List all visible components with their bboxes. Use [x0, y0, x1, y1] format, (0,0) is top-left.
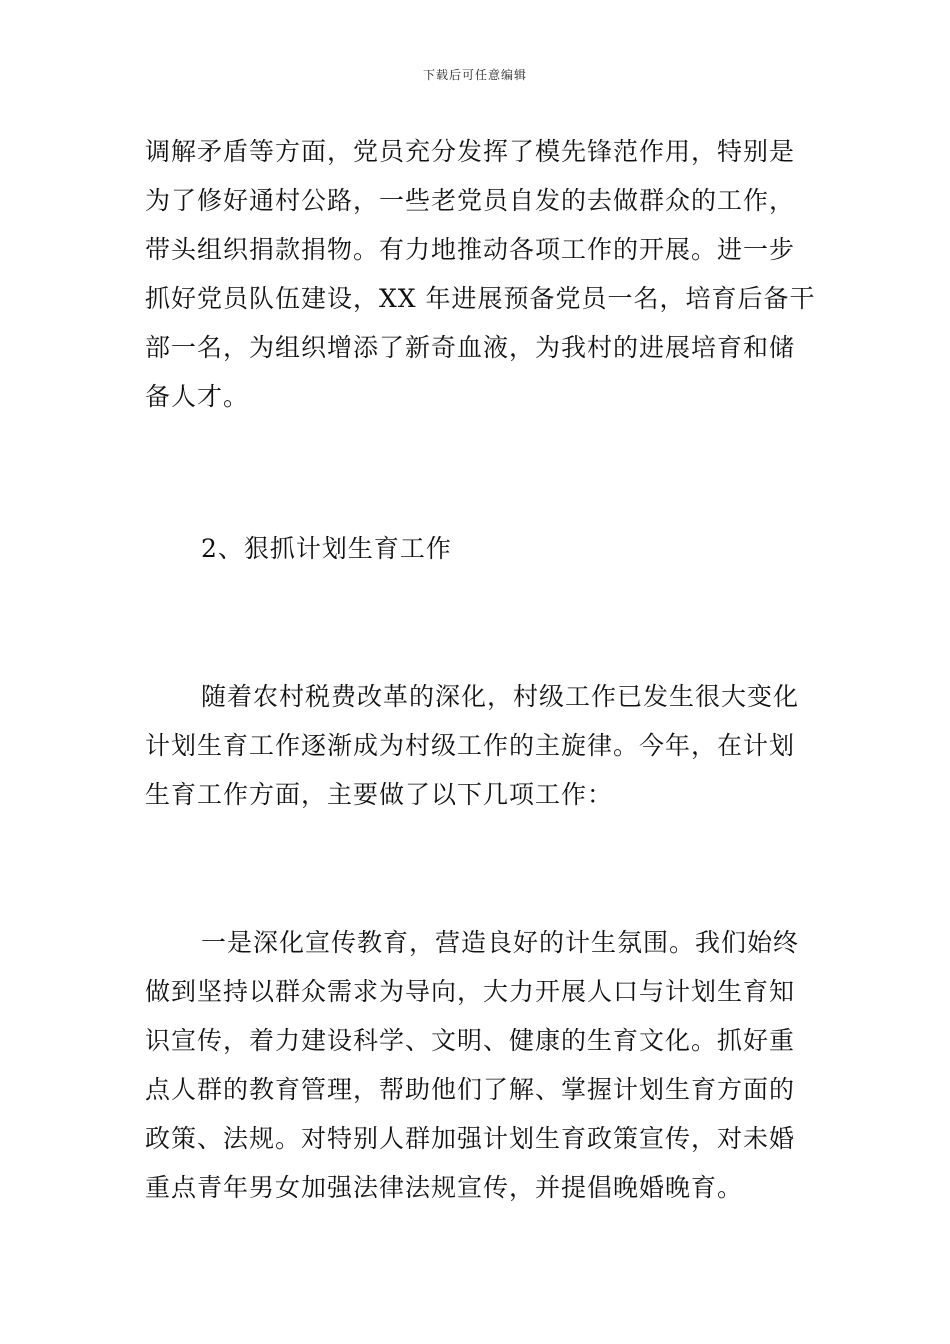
paragraph-line: 部一名，为组织增添了新奇血液，为我村的进展培育和储 — [145, 333, 796, 362]
paragraph-line: 生育工作方面，主要做了以下几项工作： — [145, 780, 614, 809]
paragraph-publicity-education — [145, 918, 815, 1212]
paragraph-line: 做到坚持以群众需求为导向，大力开展人口与计划生育知 — [145, 977, 796, 1006]
paragraph-line: 为了修好通村公路，一些老党员自发的去做群众的工作， — [145, 186, 796, 215]
paragraph-party-members — [145, 127, 815, 421]
paragraph-line: 抓好党员队伍建设，XX 年进展预备党员一名，培育后备干 — [145, 284, 816, 313]
paragraph-line: 计划生育工作逐渐成为村级工作的主旋律。今年，在计划 — [145, 731, 796, 760]
section-heading — [145, 524, 815, 573]
paragraph-line: 随着农村税费改革的深化，村级工作已发生很大变化 — [201, 682, 800, 711]
paragraph-line: 带头组织捐款捐物。有力地推动各项工作的开展。进一步 — [145, 235, 796, 264]
paragraph-line: 重点青年男女加强法律法规宣传，并提倡晚婚晚育。 — [145, 1173, 744, 1202]
paragraph-family-planning-intro — [145, 672, 815, 819]
paragraph-line: 调解矛盾等方面，党员充分发挥了模先锋范作用，特别是 — [145, 137, 796, 166]
page-header-note: 下载后可任意编辑 — [422, 68, 527, 82]
paragraph-line: 识宣传，着力建设科学、文明、健康的生育文化。抓好重 — [145, 1026, 796, 1055]
paragraph-line: 政策、法规。对特别人群加强计划生育政策宣传，对未婚 — [145, 1124, 796, 1153]
section-heading-text: 2、狠抓计划生育工作 — [201, 534, 452, 563]
paragraph-line: 一是深化宣传教育，营造良好的计生氛围。我们始终 — [201, 928, 800, 957]
paragraph-line: 点人群的教育管理，帮助他们了解、掌握计划生育方面的 — [145, 1075, 796, 1104]
paragraph-line: 备人才。 — [145, 382, 250, 411]
